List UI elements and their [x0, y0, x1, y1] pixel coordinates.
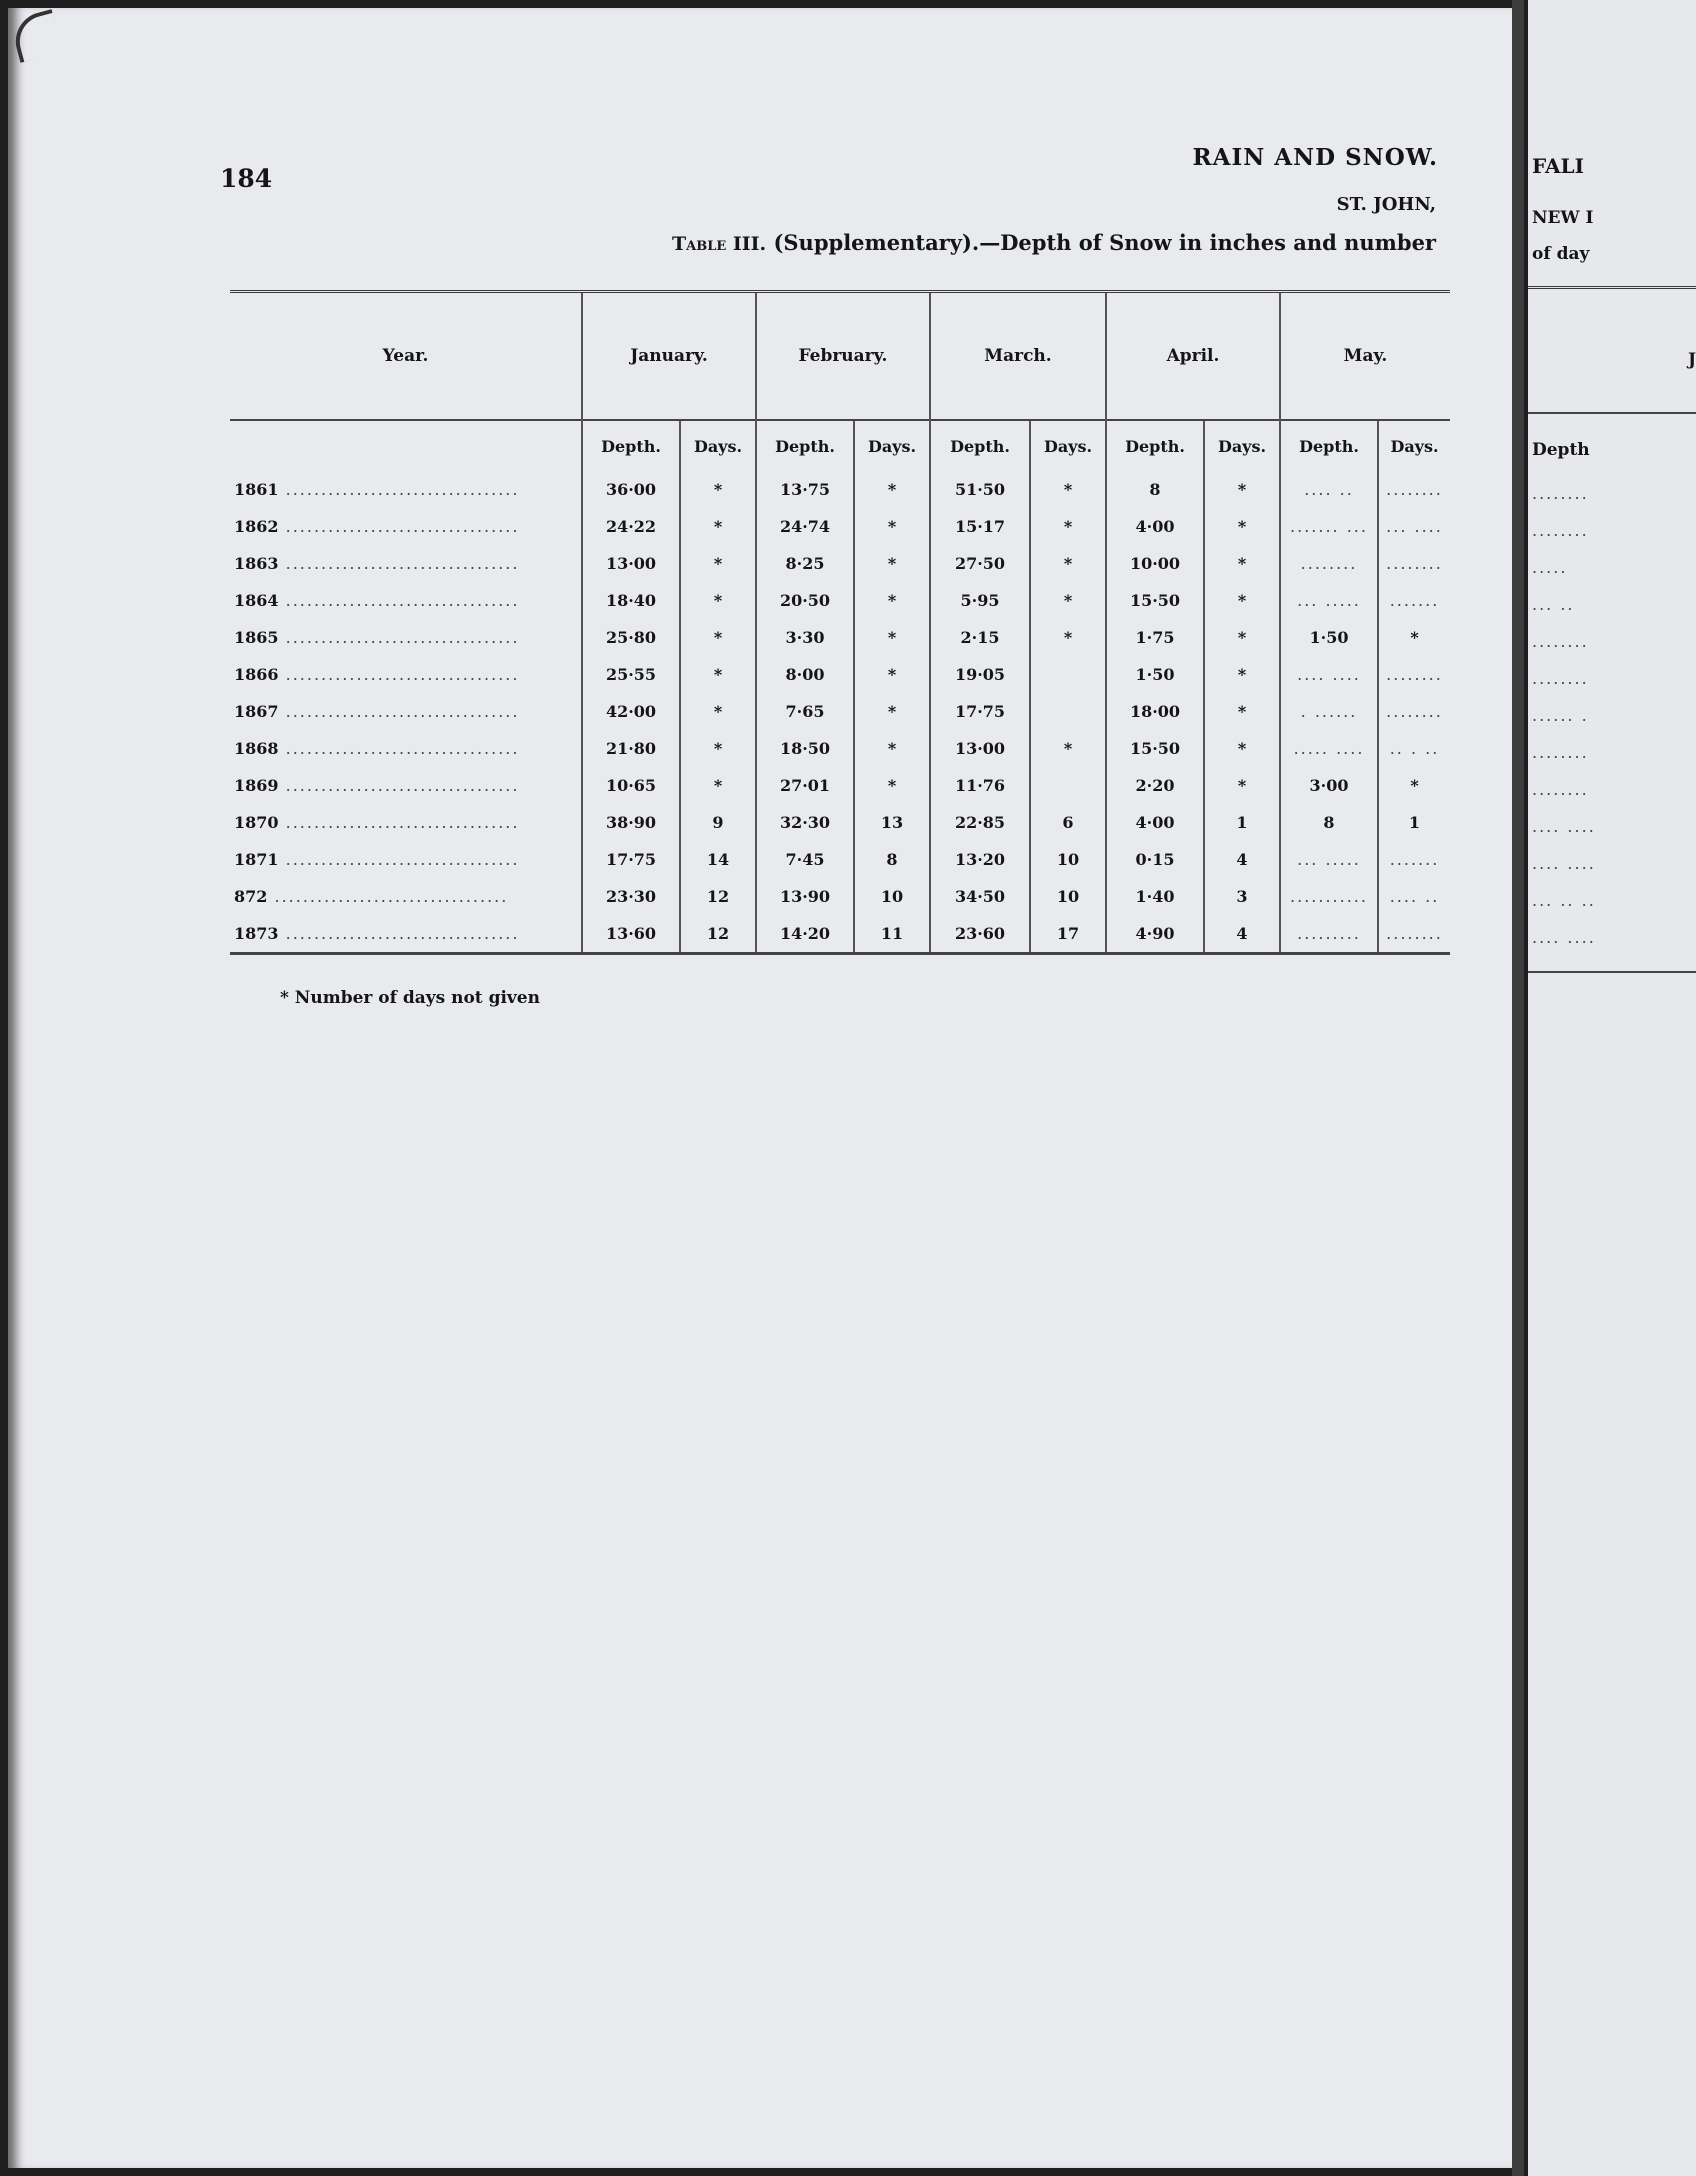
- table-caption: [672, 230, 1436, 255]
- subheader-may-depth: Depth.: [1280, 420, 1378, 471]
- value-cell-march-days: *: [1030, 730, 1106, 767]
- value-cell-may-days: .......: [1378, 582, 1450, 619]
- value-cell-january-days: *: [680, 471, 756, 508]
- value-cell-april-days: 3: [1204, 878, 1280, 915]
- value-cell-may-depth: ... .....: [1280, 841, 1378, 878]
- right-row-leader: ... .. ..: [1532, 891, 1596, 910]
- table-row: [230, 582, 1450, 619]
- value-cell-february-depth: 8·25: [756, 545, 854, 582]
- right-row-leader: .... ....: [1532, 928, 1596, 947]
- right-row-leader: ........: [1532, 484, 1589, 503]
- value-cell-february-days: *: [854, 619, 930, 656]
- value-cell-march-days: [1030, 767, 1106, 804]
- value-cell-january-days: *: [680, 619, 756, 656]
- subheader-april-depth: Depth.: [1106, 420, 1204, 471]
- value-cell-march-depth: 27·50: [930, 545, 1030, 582]
- value-cell-february-days: *: [854, 582, 930, 619]
- table-row: [230, 730, 1450, 767]
- subheader-february-days: Days.: [854, 420, 930, 471]
- value-cell-march-depth: 17·75: [930, 693, 1030, 730]
- value-cell-january-days: 12: [680, 878, 756, 915]
- value-cell-february-days: 13: [854, 804, 930, 841]
- value-cell-may-days: ........: [1378, 693, 1450, 730]
- subheader-march-depth: Depth.: [930, 420, 1030, 471]
- value-cell-april-days: *: [1204, 693, 1280, 730]
- value-cell-march-days: 10: [1030, 841, 1106, 878]
- year-cell: 872 .................................: [234, 887, 509, 906]
- value-cell-march-days: *: [1030, 471, 1106, 508]
- value-cell-january-depth: 13·00: [582, 545, 680, 582]
- value-cell-february-days: *: [854, 508, 930, 545]
- left-page: [8, 8, 1518, 2168]
- right-table-bottom-rule: [1528, 971, 1696, 973]
- value-cell-february-days: *: [854, 545, 930, 582]
- table-row: [230, 619, 1450, 656]
- value-cell-may-days: ........: [1378, 656, 1450, 693]
- value-cell-april-days: *: [1204, 767, 1280, 804]
- value-cell-april-depth: 1·50: [1106, 656, 1204, 693]
- right-row-leader: ... ..: [1532, 595, 1575, 614]
- value-cell-march-depth: 15·17: [930, 508, 1030, 545]
- right-row-leader: .....: [1532, 558, 1568, 577]
- value-cell-april-days: 1: [1204, 804, 1280, 841]
- value-cell-february-days: *: [854, 656, 930, 693]
- value-cell-may-depth: . ......: [1280, 693, 1378, 730]
- table-row: [230, 767, 1450, 804]
- page-number: 184: [220, 164, 273, 193]
- value-cell-january-depth: 25·80: [582, 619, 680, 656]
- footnote: * Number of days not given: [280, 988, 540, 1008]
- value-cell-january-depth: 36·00: [582, 471, 680, 508]
- value-cell-february-depth: 8·00: [756, 656, 854, 693]
- value-cell-january-depth: 24·22: [582, 508, 680, 545]
- value-cell-april-days: *: [1204, 508, 1280, 545]
- year-cell: 1864 .................................: [234, 591, 520, 610]
- table-row: [230, 656, 1450, 693]
- value-cell-may-days: .......: [1378, 841, 1450, 878]
- table-row: [230, 545, 1450, 582]
- value-cell-february-days: *: [854, 767, 930, 804]
- value-cell-april-depth: 4·90: [1106, 915, 1204, 954]
- right-row-leader: ........: [1532, 780, 1589, 799]
- right-row-leader: .... ....: [1532, 817, 1596, 836]
- year-cell: 1866 .................................: [234, 665, 520, 684]
- header-may: May.: [1280, 292, 1450, 421]
- table-caption-text: (Supplementary).—Depth of Snow in inches and number: [773, 230, 1436, 255]
- value-cell-april-depth: 0·15: [1106, 841, 1204, 878]
- value-cell-march-depth: 34·50: [930, 878, 1030, 915]
- right-month-initial: J: [1688, 350, 1696, 370]
- subheader-february-depth: Depth.: [756, 420, 854, 471]
- right-station: NEW I: [1532, 208, 1594, 228]
- subheader-march-days: Days.: [1030, 420, 1106, 471]
- value-cell-january-depth: 21·80: [582, 730, 680, 767]
- value-cell-march-days: *: [1030, 619, 1106, 656]
- value-cell-january-depth: 10·65: [582, 767, 680, 804]
- year-cell: 1861 .................................: [234, 480, 520, 499]
- value-cell-april-depth: 1·75: [1106, 619, 1204, 656]
- header-april: April.: [1106, 292, 1280, 421]
- value-cell-march-days: *: [1030, 508, 1106, 545]
- table-caption-label: Table III.: [671, 233, 767, 255]
- value-cell-may-days: *: [1378, 767, 1450, 804]
- year-cell: 1867 .................................: [234, 702, 520, 721]
- value-cell-january-days: *: [680, 545, 756, 582]
- value-cell-january-days: *: [680, 767, 756, 804]
- value-cell-april-depth: 8: [1106, 471, 1204, 508]
- value-cell-april-depth: 4·00: [1106, 804, 1204, 841]
- value-cell-april-days: 4: [1204, 841, 1280, 878]
- value-cell-february-depth: 7·45: [756, 841, 854, 878]
- value-cell-may-days: ........: [1378, 915, 1450, 954]
- value-cell-february-depth: 24·74: [756, 508, 854, 545]
- value-cell-march-days: [1030, 656, 1106, 693]
- running-head: RAIN AND SNOW.: [1192, 144, 1438, 171]
- value-cell-april-days: *: [1204, 656, 1280, 693]
- right-row-leader: ........: [1532, 632, 1589, 651]
- right-row-leader: .... ....: [1532, 854, 1596, 873]
- value-cell-march-days: *: [1030, 582, 1106, 619]
- value-cell-january-days: 9: [680, 804, 756, 841]
- right-row-leader: ........: [1532, 743, 1589, 762]
- table-row: [230, 508, 1450, 545]
- value-cell-april-days: *: [1204, 619, 1280, 656]
- value-cell-january-days: *: [680, 693, 756, 730]
- header-year: Year.: [230, 292, 582, 421]
- right-table-top-rule: [1528, 286, 1696, 289]
- value-cell-may-days: ........: [1378, 471, 1450, 508]
- value-cell-may-days: .... ..: [1378, 878, 1450, 915]
- value-cell-april-depth: 18·00: [1106, 693, 1204, 730]
- value-cell-may-days: ........: [1378, 545, 1450, 582]
- right-row-leader: ........: [1532, 521, 1589, 540]
- value-cell-january-depth: 17·75: [582, 841, 680, 878]
- value-cell-march-days: *: [1030, 545, 1106, 582]
- value-cell-february-depth: 13·75: [756, 471, 854, 508]
- right-row-leader: ........: [1532, 669, 1589, 688]
- value-cell-april-days: *: [1204, 730, 1280, 767]
- value-cell-march-depth: 11·76: [930, 767, 1030, 804]
- value-cell-february-days: 11: [854, 915, 930, 954]
- value-cell-april-depth: 15·50: [1106, 730, 1204, 767]
- value-cell-march-depth: 19·05: [930, 656, 1030, 693]
- value-cell-january-days: 12: [680, 915, 756, 954]
- value-cell-february-days: 10: [854, 878, 930, 915]
- value-cell-may-depth: 3·00: [1280, 767, 1378, 804]
- value-cell-april-days: 4: [1204, 915, 1280, 954]
- value-cell-january-days: *: [680, 508, 756, 545]
- snow-depth-table: [230, 290, 1450, 955]
- value-cell-may-depth: ...........: [1280, 878, 1378, 915]
- value-cell-january-depth: 42·00: [582, 693, 680, 730]
- value-cell-april-depth: 10·00: [1106, 545, 1204, 582]
- value-cell-april-depth: 1·40: [1106, 878, 1204, 915]
- value-cell-may-depth: 1·50: [1280, 619, 1378, 656]
- value-cell-may-days: .. . ..: [1378, 730, 1450, 767]
- value-cell-may-depth: ........: [1280, 545, 1378, 582]
- value-cell-february-depth: 3·30: [756, 619, 854, 656]
- value-cell-april-days: *: [1204, 545, 1280, 582]
- value-cell-january-depth: 38·90: [582, 804, 680, 841]
- value-cell-april-depth: 2·20: [1106, 767, 1204, 804]
- value-cell-march-depth: 13·00: [930, 730, 1030, 767]
- table-row: [230, 693, 1450, 730]
- subheader-january-days: Days.: [680, 420, 756, 471]
- value-cell-may-depth: 8: [1280, 804, 1378, 841]
- value-cell-march-depth: 2·15: [930, 619, 1030, 656]
- year-cell: 1863 .................................: [234, 554, 520, 573]
- value-cell-april-depth: 15·50: [1106, 582, 1204, 619]
- year-cell: 1871 .................................: [234, 850, 520, 869]
- year-cell: 1862 .................................: [234, 517, 520, 536]
- value-cell-april-days: *: [1204, 582, 1280, 619]
- subheader-april-days: Days.: [1204, 420, 1280, 471]
- value-cell-march-days: 10: [1030, 878, 1106, 915]
- year-cell: 1869 .................................: [234, 776, 520, 795]
- value-cell-may-depth: ... .....: [1280, 582, 1378, 619]
- value-cell-february-depth: 14·20: [756, 915, 854, 954]
- value-cell-may-days: ... ....: [1378, 508, 1450, 545]
- right-caption: of day: [1532, 244, 1590, 264]
- right-row-leader: ...... .: [1532, 706, 1589, 725]
- value-cell-january-depth: 23·30: [582, 878, 680, 915]
- value-cell-march-days: [1030, 693, 1106, 730]
- value-cell-may-days: 1: [1378, 804, 1450, 841]
- table-row: [230, 841, 1450, 878]
- value-cell-may-depth: ..... ....: [1280, 730, 1378, 767]
- value-cell-february-depth: 18·50: [756, 730, 854, 767]
- value-cell-may-depth: ....... ...: [1280, 508, 1378, 545]
- right-page-fragment: [1528, 0, 1696, 2176]
- value-cell-january-depth: 25·55: [582, 656, 680, 693]
- value-cell-january-depth: 18·40: [582, 582, 680, 619]
- value-cell-february-depth: 27·01: [756, 767, 854, 804]
- value-cell-march-depth: 22·85: [930, 804, 1030, 841]
- table-row: [230, 915, 1450, 954]
- value-cell-february-depth: 20·50: [756, 582, 854, 619]
- value-cell-february-depth: 7·65: [756, 693, 854, 730]
- value-cell-april-depth: 4·00: [1106, 508, 1204, 545]
- value-cell-january-days: 14: [680, 841, 756, 878]
- value-cell-january-days: *: [680, 582, 756, 619]
- value-cell-february-days: *: [854, 693, 930, 730]
- page-corner-mark: [9, 9, 63, 63]
- value-cell-march-depth: 23·60: [930, 915, 1030, 954]
- header-march: March.: [930, 292, 1106, 421]
- table-body: [230, 471, 1450, 954]
- year-cell: 1865 .................................: [234, 628, 520, 647]
- year-cell: 1873 .................................: [230, 915, 582, 954]
- value-cell-january-depth: 13·60: [582, 915, 680, 954]
- value-cell-january-days: *: [680, 656, 756, 693]
- value-cell-march-depth: 13·20: [930, 841, 1030, 878]
- page-gutter: [1512, 0, 1524, 2176]
- year-cell: 1870 .................................: [234, 813, 520, 832]
- table-row: [230, 804, 1450, 841]
- subheader-may-days: Days.: [1378, 420, 1450, 471]
- value-cell-march-days: 6: [1030, 804, 1106, 841]
- year-cell: 1868 .................................: [234, 739, 520, 758]
- table-row: [230, 471, 1450, 508]
- station-name: ST. JOHN,: [1336, 194, 1436, 215]
- subheader-blank: [230, 420, 582, 471]
- right-subheader-rule: [1528, 412, 1696, 414]
- value-cell-february-days: *: [854, 471, 930, 508]
- value-cell-february-depth: 13·90: [756, 878, 854, 915]
- value-cell-january-days: *: [680, 730, 756, 767]
- value-cell-may-depth: .... ..: [1280, 471, 1378, 508]
- value-cell-may-depth: .........: [1280, 915, 1378, 954]
- value-cell-february-days: *: [854, 730, 930, 767]
- subheader-row: [230, 420, 1450, 471]
- table-row: [230, 878, 1450, 915]
- value-cell-may-days: *: [1378, 619, 1450, 656]
- value-cell-march-days: 17: [1030, 915, 1106, 954]
- header-january: January.: [582, 292, 756, 421]
- value-cell-february-days: 8: [854, 841, 930, 878]
- subheader-january-depth: Depth.: [582, 420, 680, 471]
- value-cell-february-depth: 32·30: [756, 804, 854, 841]
- right-depth-label: Depth: [1532, 440, 1590, 460]
- value-cell-april-days: *: [1204, 471, 1280, 508]
- value-cell-march-depth: 5·95: [930, 582, 1030, 619]
- right-running-head: FALI: [1532, 154, 1584, 178]
- value-cell-may-depth: .... ....: [1280, 656, 1378, 693]
- value-cell-march-depth: 51·50: [930, 471, 1030, 508]
- header-february: February.: [756, 292, 930, 421]
